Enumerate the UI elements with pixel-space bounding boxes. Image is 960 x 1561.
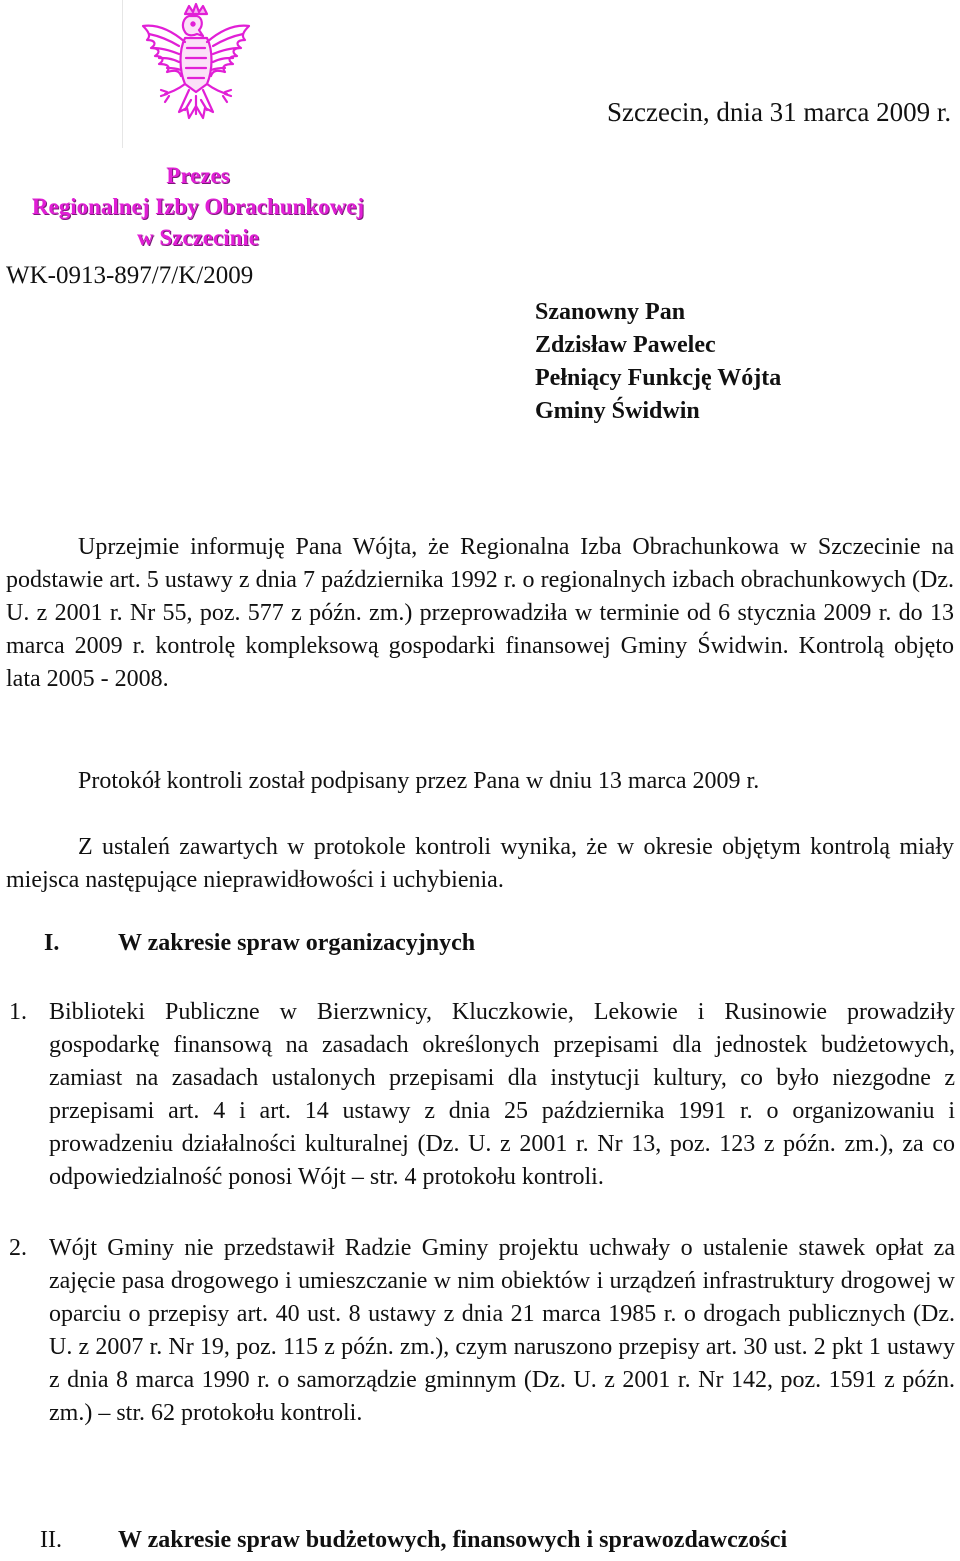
eagle-svg [123,0,269,148]
list-item-text: Wójt Gminy nie przedstawił Radzie Gminy projektu uchwały o ustalenie stawek opłat za zajęcie pasa drogowego i umieszczanie w nim obiektów i urządzeń infrastruktury drogowej w oparciu o przepisy art. 40 ust. 8 ustawy z dnia 21 marca 1985 r. o drogach publicznych (Dz. U. z 2007 r. Nr 19, poz. 115 z późn. zm.), czym naruszono przepisy art. 30 ust. 2 pkt 1 ustawy z dnia 8 marca 1990 r. o samorządzie gminnym (Dz. U. z 2001 r. Nr 142, poz. 1591 z późn. zm.) – str. 62 protokołu kontroli. [49,1235,955,1426]
findings-paragraph: Z ustaleń zawartych w protokole kontroli wynika, że w okresie objętym kontrolą miały miejsca następujące nieprawidłowości i uchybienia. [6,834,954,893]
section-number: II. [40,1527,62,1553]
protocol-paragraph: Protokół kontroli został podpisany przez Pana w dniu 13 marca 2009 r. [78,768,760,794]
addressee-line: Gminy Świdwin [535,398,700,424]
section-title: W zakresie spraw budżetowych, finansowych i sprawozdawczości [118,1527,788,1553]
section-title: W zakresie spraw organizacyjnych [118,930,476,956]
list-item-number: 2. [9,1235,27,1261]
office-line: Prezes [166,163,230,188]
polish-eagle-emblem-icon [122,0,269,148]
list-item-text: Biblioteki Publiczne w Bierzwnicy, Kluczkowie, Lekowie i Rusinowie prowadziły gospodarkę finansową na zasadach określonych przepisami dla jednostek budżetowych, zamiast na zasadach ustalonych przepisami dla instytucji kultury, co było niezgodne z przepisami art. 4 i art. 14 ustawy z dnia 25 października 1991 r. o organizowaniu i prowadzeniu działalności kulturalnej (Dz. U. z 2001 r. Nr 13, poz. 123 z późn. zm.), za co odpowiedzialność ponosi Wójt – str. 4 protokołu kontroli. [49,999,955,1190]
addressee-line: Zdzisław Pawelec [535,332,716,358]
list-item-number: 1. [9,999,27,1025]
list-item [9,996,955,1194]
section-number: I. [44,930,60,956]
office-line: Regionalnej Izby Obrachunkowej [31,194,365,219]
addressee-line: Pełniący Funkcję Wójta [535,365,782,391]
document-date: Szczecin, dnia 31 marca 2009 r. [607,97,952,127]
addressee-block [535,296,781,428]
addressee-line: Szanowny Pan [535,299,686,325]
office-line: w Szczecinie [137,225,259,250]
reference-number: WK-0913-897/7/K/2009 [6,262,254,289]
issuing-office [2,160,394,253]
intro-paragraph: Uprzejmie informuję Pana Wójta, że Regionalna Izba Obrachunkowa w Szczecinie na podstawie art. 5 ustawy z dnia 7 października 1992 r. o regionalnych izbach obrachunkowych (Dz. U. z 2001 r. Nr 55, poz. 577 z późn. zm.) przeprowadziła w terminie od 6 stycznia 2009 r. do 13 marca 2009 r. kontrolę kompleksową gospodarki finansowej Gminy Świdwin. Kontrolą objęto lata 2005 - 2008. [6,534,954,692]
list-item [9,1232,955,1430]
